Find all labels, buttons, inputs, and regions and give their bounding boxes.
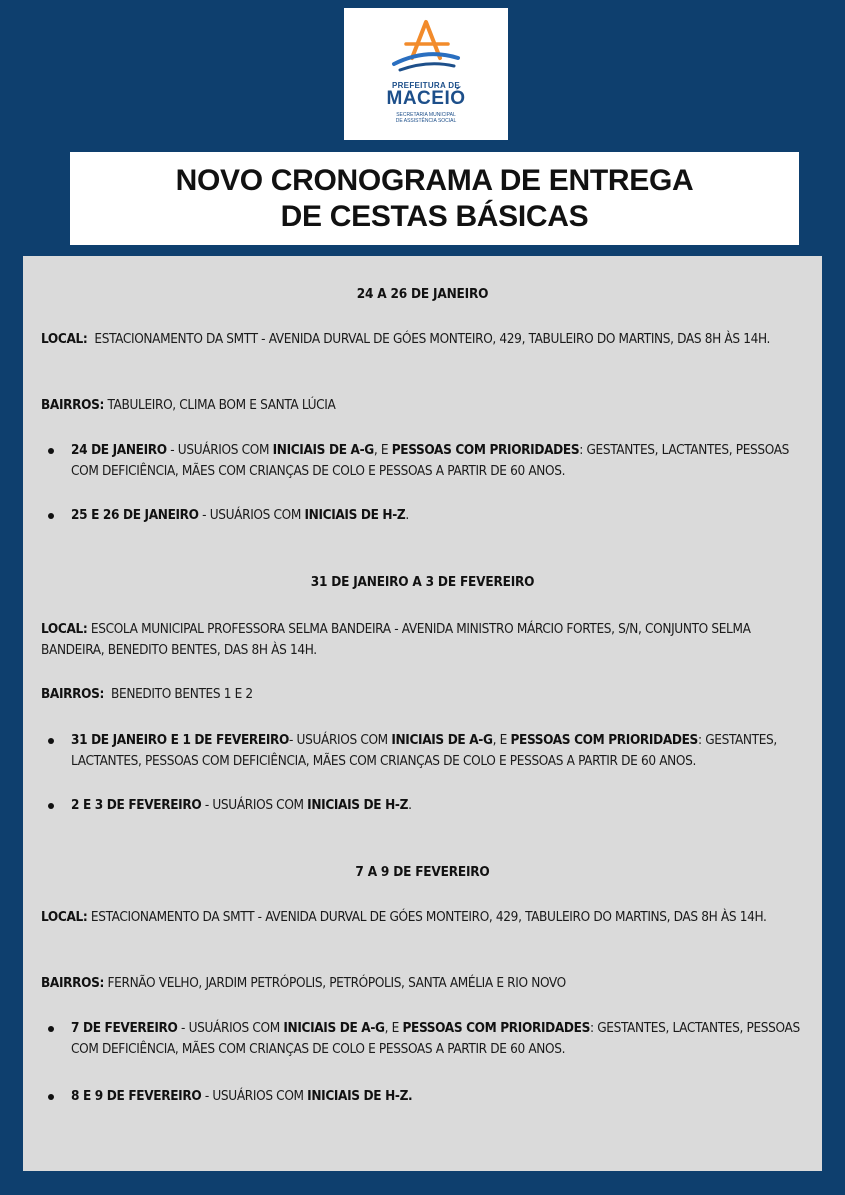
local-text: LOCAL: ESCOLA MUNICIPAL PROFESSORA SELMA BANDEIRA - AVENIDA MINISTRO MÁRCIO FORTES, S/N, CONJUNTO SELMA BANDEIRA, BENEDITO BENTES, DAS 8H ÀS 14H. xyxy=(41,621,751,658)
list-item: 7 DE FEVEREIRO - USUÁRIOS COM INICIAIS DE A-G, E PESSOAS COM PRIORIDADES: GESTANTES, LACTANTES, PESSOAS COM DEFICIÊNCIA, MÃES COM CRIANÇAS DE COLO E PESSOAS A PARTIR DE 60 ANOS. xyxy=(43,1018,815,1060)
page-title: NOVO CRONOGRAMA DE ENTREGA DE CESTAS BÁSICAS xyxy=(175,163,694,233)
logo-text-prefeitura: PREFEITURA DE xyxy=(391,81,461,90)
list-item: 2 E 3 DE FEVEREIRO - USUÁRIOS COM INICIAIS DE H-Z. xyxy=(43,795,815,816)
logo xyxy=(344,8,508,140)
bairros-text: BAIRROS: BENEDITO BENTES 1 E 2 xyxy=(41,686,253,702)
section-heading: 7 A 9 DE FEVEREIRO xyxy=(355,864,490,880)
section-heading: 24 A 26 DE JANEIRO xyxy=(356,286,489,302)
list-item: 31 DE JANEIRO E 1 DE FEVEREIRO- USUÁRIOS COM INICIAIS DE A-G, E PESSOAS COM PRIORIDADES: GESTANTES, LACTANTES, PESSOAS COM DEFICIÊNCIA, MÃES COM CRIANÇAS DE COLO E PESSOAS A PARTIR DE 60 ANOS. xyxy=(43,730,815,772)
bairros-text: BAIRROS: TABULEIRO, CLIMA BOM E SANTA LÚCIA xyxy=(41,397,336,413)
list-item: 25 E 26 DE JANEIRO - USUÁRIOS COM INICIAIS DE H-Z. xyxy=(43,505,815,526)
logo-mark-icon xyxy=(344,8,508,88)
schedule-panel xyxy=(23,256,822,1171)
title-banner xyxy=(70,152,799,245)
local-text: LOCAL: ESTACIONAMENTO DA SMTT - AVENIDA DURVAL DE GÓES MONTEIRO, 429, TABULEIRO DO MARTINS, DAS 8H ÀS 14H. xyxy=(41,331,771,347)
list-item: 24 DE JANEIRO - USUÁRIOS COM INICIAIS DE A-G, E PESSOAS COM PRIORIDADES: GESTANTES, LACTANTES, PESSOAS COM DEFICIÊNCIA, MÃES COM CRIANÇAS DE COLO E PESSOAS A PARTIR DE 60 ANOS. xyxy=(43,440,815,482)
bairros-text: BAIRROS: FERNÃO VELHO, JARDIM PETRÓPOLIS, PETRÓPOLIS, SANTA AMÉLIA E RIO NOVO xyxy=(41,975,566,991)
list-item: 8 E 9 DE FEVEREIRO - USUÁRIOS COM INICIAIS DE H-Z. xyxy=(43,1086,815,1107)
logo-text-maceio: MACEIÓ xyxy=(386,88,466,109)
section-heading: 31 DE JANEIRO A 3 DE FEVEREIRO xyxy=(310,574,535,590)
local-text: LOCAL: ESTACIONAMENTO DA SMTT - AVENIDA DURVAL DE GÓES MONTEIRO, 429, TABULEIRO DO MARTINS, DAS 8H ÀS 14H. xyxy=(41,909,767,925)
logo-text-secretaria: SECRETARIA MUNICIPAL DE ASSISTÊNCIA SOCIAL xyxy=(395,112,457,124)
